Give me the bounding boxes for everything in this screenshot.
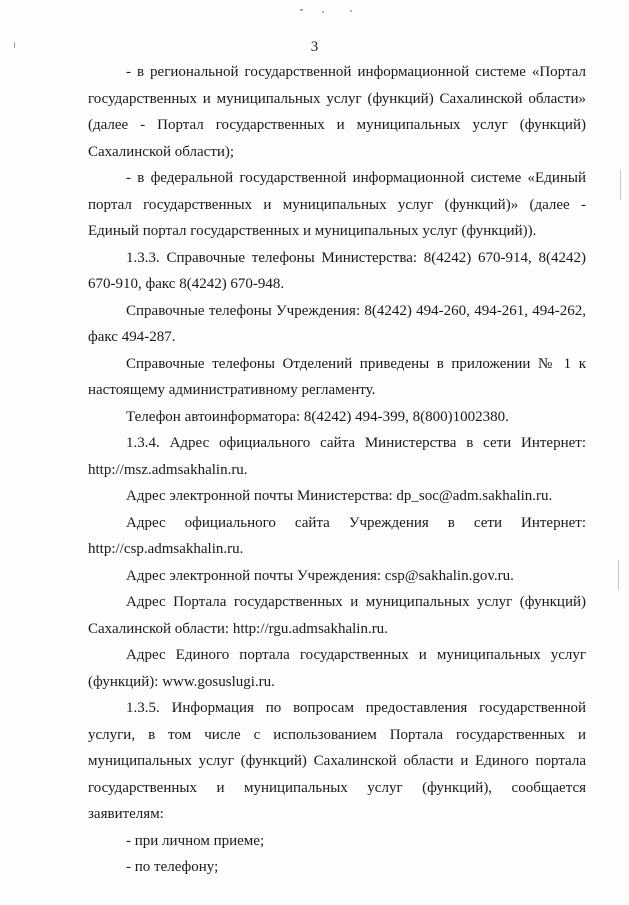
paragraph-ministry-website: 1.3.4. Адрес официального сайта Министерства в сети Интернет: http://msz.admsakhalin.ru. (88, 435, 586, 478)
paragraph-department-phones: Справочные телефоны Отделений приведены в приложении № 1 к настоящему административному регламенту. (88, 355, 586, 398)
scan-artifact (322, 11, 324, 13)
scan-artifact (350, 10, 352, 12)
paragraph-information-provision: 1.3.5. Информация по вопросам предоставления государственной услуги, в том числе с использованием Портала государственных и муниципальных услуг (функций) Сахалинской области и Единого портала государственных и муниципальных услуг (функций), сообщается заявителям: (88, 700, 586, 822)
paragraph-institution-phones: Справочные телефоны Учреждения: 8(4242) 494-260, 494-261, 494-262, факс 494-287. (88, 302, 586, 345)
paragraph-federal-portal: - в федеральной государственной информационной системе «Единый портал государственных и муниципальных услуг (функций)» (далее - Единый портал государственных и муниципальных услуг (функций)). (88, 170, 586, 239)
paragraph-regional-portal: - в региональной государственной информационной системе «Портал государственных и муниципальных услуг (функций) Сахалинской области» (далее - Портал государственных и муниципальных услуг (функций) Сахалинской области); (88, 64, 586, 160)
document-body (88, 59, 586, 881)
paragraph-ministry-email: Адрес электронной почты Министерства: dp_soc@adm.sakhalin.ru. (126, 488, 553, 504)
page-number: 3 (310, 39, 319, 55)
paragraph-ministry-phones: 1.3.3. Справочные телефоны Министерства: 8(4242) 670-914, 8(4242) 670-910, факс 8(4242) 670-948. (88, 249, 586, 292)
list-item-by-phone: - по телефону; (126, 859, 219, 875)
paragraph-institution-website: Адрес официального сайта Учреждения в сети Интернет: http://csp.admsakhalin.ru. (88, 514, 586, 557)
paragraph-regional-portal-address: Адрес Портала государственных и муниципальных услуг (функций) Сахалинской области: http://rgu.admsakhalin.ru. (88, 594, 586, 637)
scan-artifact (618, 560, 619, 590)
paragraph-autoinformer-phone: Телефон автоинформатора: 8(4242) 494-399, 8(800)1002380. (126, 408, 509, 425)
scan-artifact (300, 9, 303, 11)
list-item-personal-reception: - при личном приеме; (126, 832, 265, 849)
paragraph-institution-email: Адрес электронной почты Учреждения: csp@sakhalin.gov.ru. (126, 567, 514, 584)
paragraph-unified-portal-address: Адрес Единого портала государственных и муниципальных услуг (функций): www.gosuslugi.ru. (88, 647, 586, 690)
scan-artifact (620, 170, 621, 200)
